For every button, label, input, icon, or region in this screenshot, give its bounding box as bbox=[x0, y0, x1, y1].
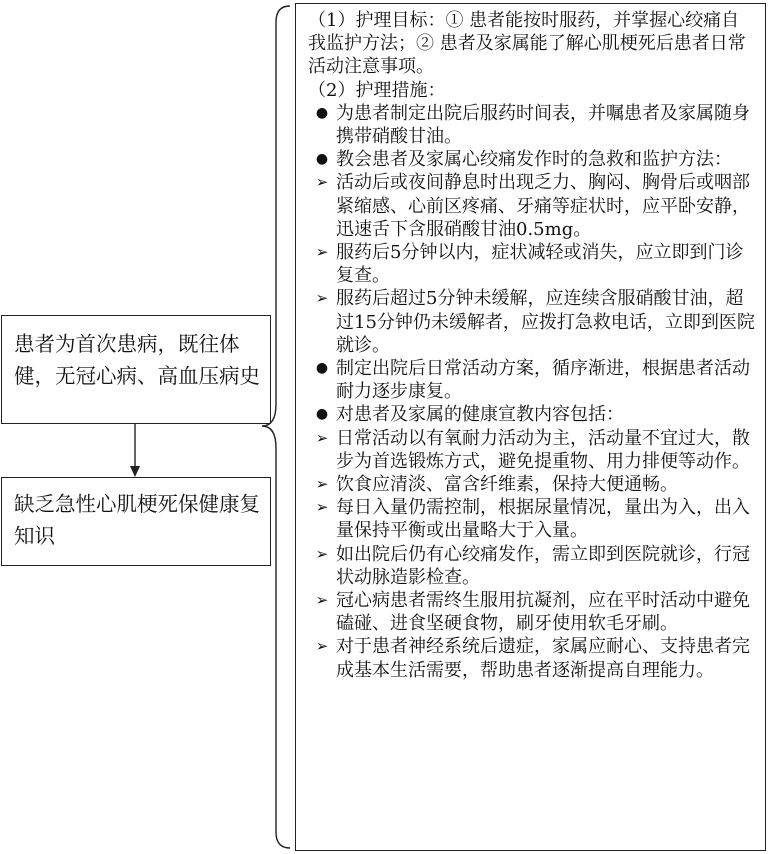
problem-box bbox=[1, 315, 271, 424]
item-text: 为患者制定出院后服药时间表，并嘱患者及家属随身携带硝酸甘油。 bbox=[336, 102, 750, 148]
arrow-bullet-icon: ➢ bbox=[315, 591, 329, 610]
measures-list bbox=[308, 102, 755, 682]
list-item bbox=[308, 357, 755, 403]
list-item bbox=[308, 496, 755, 542]
item-text: 教会患者及家属心绞痛发作时的急救和监护方法： bbox=[336, 149, 732, 171]
list-item bbox=[308, 543, 755, 589]
item-text: 冠心病患者需终生服用抗凝剂，应在平时活动中避免磕碰、进食坚硬食物，刷牙使用软毛牙刷。 bbox=[336, 590, 750, 635]
arrow-bullet-icon: ➢ bbox=[315, 243, 329, 262]
care-plan-box bbox=[295, 3, 766, 851]
list-item bbox=[308, 473, 755, 496]
item-text: 如出院后仍有心绞痛发作，需立即到医院就诊，行冠状动脉造影检查。 bbox=[336, 543, 750, 588]
bullet-icon: ● bbox=[315, 104, 329, 121]
item-text: 对患者及家属的健康宣教内容包括： bbox=[336, 404, 624, 426]
list-item bbox=[308, 635, 755, 681]
goal-heading: （1）护理目标：① 患者能按时服药，并掌握心绞痛自我监护方法；② 患者及家属能了解心肌梗死后患者日常活动注意事项。 bbox=[308, 10, 746, 78]
list-item bbox=[308, 403, 755, 426]
item-text: 服药后超过5分钟未缓解，应连续含服硝酸甘油，超过15分钟仍未缓解者，应拨打急救电话，立即到医院就诊。 bbox=[336, 288, 755, 356]
list-item bbox=[308, 148, 755, 171]
down-arrow-head bbox=[130, 466, 140, 477]
list-item bbox=[308, 287, 755, 357]
measures-heading: （2）护理措施： bbox=[308, 79, 446, 101]
item-text: 活动后或夜间静息时出现乏力、胸闷、胸骨后或咽部紧缩感、心前区疼痛、牙痛等症状时，应平卧安静，迅速舌下含服硝酸甘油0.5mg。 bbox=[336, 172, 750, 240]
problem-text: 患者为首次患病，既往体健，无冠心病、高血压病史 bbox=[14, 332, 260, 388]
curly-brace bbox=[262, 6, 290, 848]
arrow-bullet-icon: ➢ bbox=[315, 428, 329, 447]
item-text: 每日入量仍需控制，根据尿量情况，量出为入，出入量保持平衡或出量略大于入量。 bbox=[336, 497, 750, 542]
list-item bbox=[308, 171, 755, 241]
knowledge-deficit-text: 缺乏急性心肌梗死保健康复知识 bbox=[14, 492, 260, 548]
knowledge-deficit-box bbox=[1, 477, 271, 566]
list-item bbox=[308, 427, 755, 473]
list-item bbox=[308, 102, 755, 148]
list-item bbox=[308, 241, 755, 287]
arrow-bullet-icon: ➢ bbox=[315, 544, 329, 563]
bullet-icon: ● bbox=[315, 151, 329, 168]
item-text: 制定出院后日常活动方案，循序渐进，根据患者活动耐力逐步康复。 bbox=[336, 358, 750, 403]
bullet-icon: ● bbox=[315, 360, 329, 377]
bullet-icon: ● bbox=[315, 406, 329, 423]
item-text: 对于患者神经系统后遗症，家属应耐心、支持患者完成基本生活需要，帮助患者逐渐提高自理能力。 bbox=[336, 636, 750, 681]
item-text: 日常活动以有氧耐力活动为主，活动量不宜过大，散步为首选锻炼方式，避免提重物、用力排便等动作。 bbox=[336, 427, 750, 472]
arrow-bullet-icon: ➢ bbox=[315, 289, 329, 308]
arrow-bullet-icon: ➢ bbox=[315, 173, 329, 192]
arrow-bullet-icon: ➢ bbox=[315, 475, 329, 494]
list-item bbox=[308, 589, 755, 635]
arrow-bullet-icon: ➢ bbox=[315, 637, 329, 656]
arrow-bullet-icon: ➢ bbox=[315, 498, 329, 517]
item-text: 服药后5分钟以内，症状减轻或消失，应立即到门诊复查。 bbox=[336, 242, 744, 287]
item-text: 饮食应清淡、富含纤维素，保持大便通畅。 bbox=[336, 474, 678, 496]
